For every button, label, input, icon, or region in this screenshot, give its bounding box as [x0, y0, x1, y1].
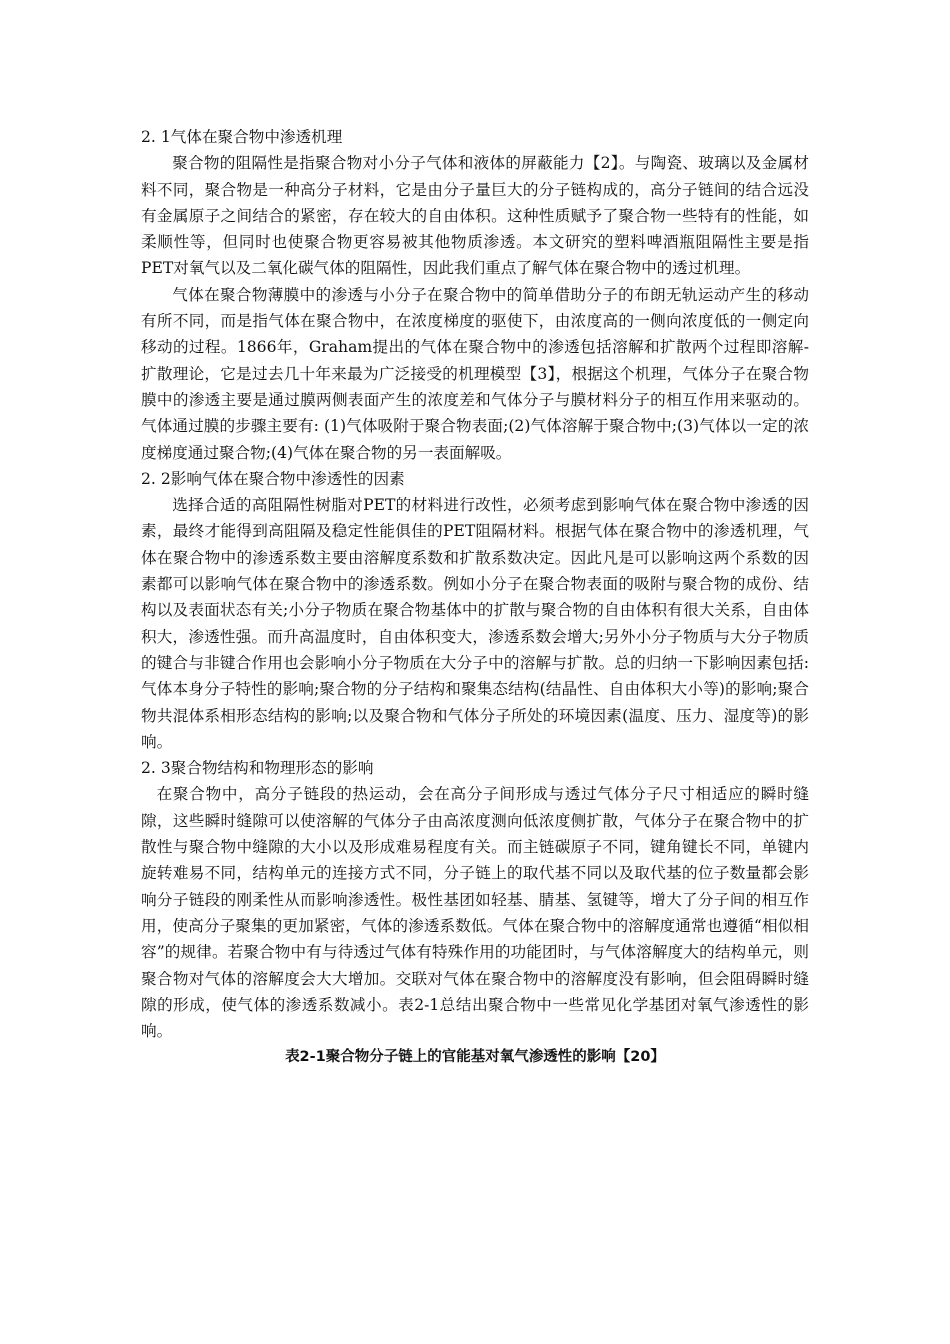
- section-2-2-paragraph-1: 选择合适的高阻隔性树脂对PET的材料进行改性，必须考虑到影响气体在聚合物中渗透的因素，最终才能得到高阻隔及稳定性能俱佳的PET阻隔材料。根据气体在聚合物中的渗透机理，气体在聚合物中的渗透系数主要由溶解度系数和扩散系数决定。因此凡是可以影响这两个系数的因素都可以影响气体在聚合物中的渗透系数。例如小分子在聚合物表面的吸附与聚合物的成份、结构以及表面状态有关;小分子物质在聚合物基体中的扩散与聚合物的自由体积有很大关系，自由体积大，渗透性强。而升高温度时，自由体积变大，渗透系数会增大;另外小分子物质与大分子物质的键合与非键合作用也会影响小分子物质在大分子中的溶解与扩散。总的归纳一下影响因素包括:气体本身分子特性的影响;聚合物的分子结构和聚集态结构(结晶性、自由体积大小等)的影响;聚合物共混体系相形态结构的影响;以及聚合物和气体分子所处的环境因素(温度、压力、湿度等)的影响。: [141, 496, 809, 751]
- section-2-2-heading: 2. 2影响气体在聚合物中渗透性的因素: [141, 469, 405, 488]
- section-2-3-paragraph-1: 在聚合物中，高分子链段的热运动，会在高分子间形成与透过气体分子尺寸相适应的瞬时缝隙，这些瞬时缝隙可以使溶解的气体分子由高浓度测向低浓度侧扩散，气体分子在聚合物中的扩散性与聚合物中缝隙的大小以及形成难易程度有关。而主链碳原子不同，键角键长不同，单键内旋转难易不同，结构单元的连接方式不同，分子链上的取代基不同以及取代基的位子数量都会影响分子链段的刚柔性从而影响渗透性。极性基团如轻基、腈基、氢键等，增大了分子间的相互作用，使高分子聚集的更加紧密，气体的渗透系数低。气体在聚合物中的溶解度通常也遵循“相似相容”的规律。若聚合物中有与待透过气体有特殊作用的功能团时，与气体溶解度大的结构单元，则聚合物对气体的溶解度会大大增加。交联对气体在聚合物中的溶解度没有影响，但会阻碍瞬时缝隙的形成，使气体的渗透系数减小。表2-1总结出聚合物中一些常见化学基团对氧气渗透性的影响。: [141, 785, 809, 1041]
- section-2-3-heading: 2. 3聚合物结构和物理形态的影响: [141, 759, 374, 778]
- section-2-1-heading: 2. 1气体在聚合物中渗透机理: [141, 128, 343, 146]
- table-caption: 表2-1聚合物分子链上的官能基对氧气渗透性的影响【20】: [285, 1049, 665, 1066]
- document-page: [141, 124, 809, 1071]
- section-2-1-paragraph-2: 气体在聚合物薄膜中的渗透与小分子在聚合物中的简单借助分子的布朗无轨运动产生的移动有所不同，而是指气体在聚合物中，在浓度梯度的驱使下，由浓度高的一侧向浓度低的一侧定向移动的过程。1866年，Graham提出的气体在聚合物中的渗透包括溶解和扩散两个过程即溶解-扩散理论，它是过去几十年来最为广泛接受的机理模型【3】，根据这个机理，气体分子在聚合物膜中的渗透主要是通过膜两侧表面产生的浓度差和气体分子与膜材料分子的相互作用来驱动的。气体通过膜的步骤主要有: (1)气体吸附于聚合物表面;(2)气体溶解于聚合物中;(3)气体以一定的浓度梯度通过聚合物;(4)气体在聚合物的另一表面解吸。: [141, 285, 809, 462]
- section-2-1-paragraph-1: 聚合物的阻隔性是指聚合物对小分子气体和液体的屏蔽能力【2】。与陶瓷、玻璃以及金属材料不同，聚合物是一种高分子材料，它是由分子量巨大的分子链构成的，高分子链间的结合远没有金属原子之间结合的紧密，存在较大的自由体积。这种性质赋予了聚合物一些特有的性能，如柔顺性等，但同时也使聚合物更容易被其他物质渗透。本文研究的塑料啤酒瓶阻隔性主要是指PET对氧气以及二氧化碳气体的阻隔性，因此我们重点了解气体在聚合物中的透过机理。: [141, 154, 809, 278]
